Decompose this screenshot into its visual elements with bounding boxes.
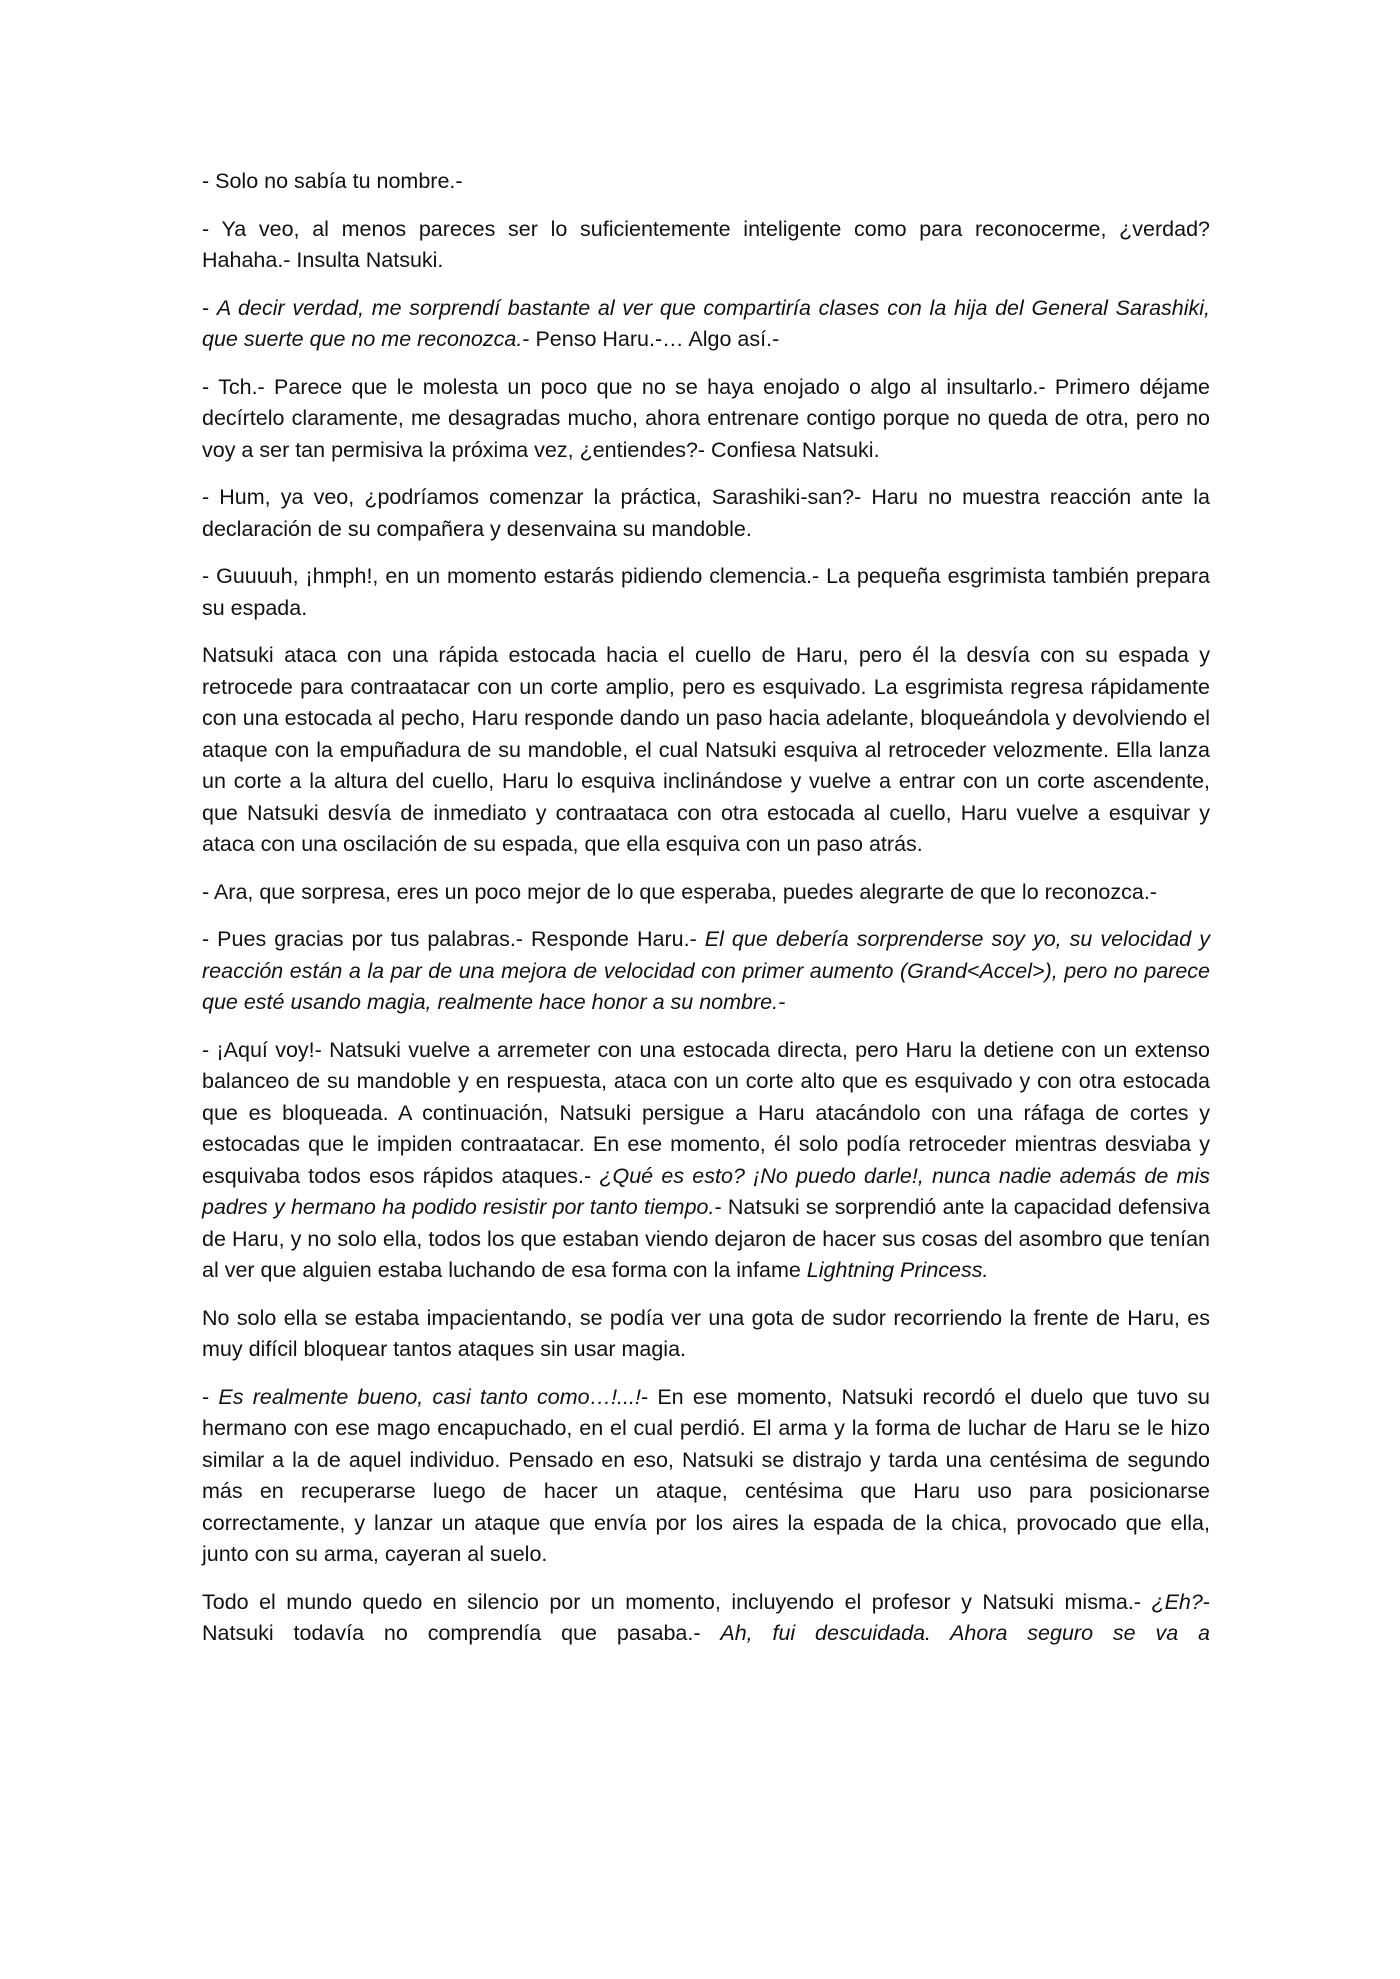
paragraph-2 bbox=[202, 214, 1210, 277]
paragraph-9 bbox=[202, 924, 1210, 1019]
text-segment: - Penso Haru.-… Algo así.- bbox=[522, 327, 780, 351]
text-segment: No solo ella se estaba impacientando, se podía ver una gota de sudor recorriendo la frente de Haru, es muy difícil bloquear tantos ataques sin usar magia. bbox=[202, 1305, 1210, 1361]
italic-thought: El que debería sorprenderse soy yo, su velocidad y reacción están a la par de una mejora de velocidad con primer aumento (Grand<Accel>), pero no parece que esté usando magia, realmente hace honor a su nombre.- bbox=[202, 927, 1210, 1014]
text-segment: Todo el mundo quedo en silencio por un momento, incluyendo el profesor y Natsuki misma.- bbox=[202, 1589, 1152, 1614]
paragraph-12 bbox=[202, 1382, 1210, 1571]
text-segment: - Natsuki se sorprendió ante la capacidad defensiva de Haru, y no solo ella, todos los que estaban viendo dejaron de hacer sus cosas del asombro que tenían al ver que alguien estaba luchando de esa forma con la infame bbox=[202, 1195, 1211, 1282]
italic-thought: ¿Qué es esto? ¡No puedo darle!, nunca nadie además de mis padres y hermano ha podido resistir por tanto tiempo. bbox=[202, 1163, 1210, 1219]
text-segment: - Pues gracias por tus palabras.- Responde Haru.- bbox=[202, 927, 705, 951]
paragraph-10 bbox=[202, 1035, 1210, 1287]
text-segment: - Solo no sabía tu nombre.- bbox=[202, 169, 463, 193]
text-segment: - Natsuki todavía no comprendía que pasaba.- bbox=[202, 1589, 1210, 1645]
paragraph-8 bbox=[202, 877, 1210, 909]
paragraph-5 bbox=[202, 482, 1210, 545]
italic-thought: Ah, fui descuidada. Ahora seguro se va a bbox=[720, 1621, 1210, 1645]
paragraph-1 bbox=[202, 166, 1210, 198]
text-segment: - Ara, que sorpresa, eres un poco mejor de lo que esperaba, puedes alegrarte de que lo reconozca.- bbox=[202, 879, 1157, 904]
text-segment: - Ya veo, al menos pareces ser lo suficientemente inteligente como para reconocerme, ¿verdad? Hahaha.- Insulta Natsuki. bbox=[202, 216, 1210, 272]
text-segment: - En ese momento, Natsuki recordó el duelo que tuvo su hermano con ese mago encapuchado, en el cual perdió. El arma y la forma de luchar de Haru se le hizo similar a la de aquel individuo. Pensado en eso, Natsuki se distrajo y tarda una centésima de segundo más en recuperarse luego de hacer un ataque, centésima que Haru uso para posicionarse correctamente, y lanzar un ataque que envía por los aires la espada de la chica, provocado que ella, junto con su arma, cayeran al suelo. bbox=[202, 1384, 1210, 1566]
paragraph-3 bbox=[202, 293, 1210, 356]
text-segment: - bbox=[202, 295, 217, 320]
italic-thought: ¿Eh? bbox=[1151, 1589, 1203, 1614]
document-page bbox=[202, 166, 1210, 1666]
italic-thought: A decir verdad, me sorprendí bastante al ver que compartiría clases con la hija del General Sarashiki, que suerte que no me reconozca. bbox=[202, 295, 1211, 351]
text-segment: - ¡Aquí voy!- Natsuki vuelve a arremeter con una estocada directa, pero Haru la detiene con un extenso balanceo de su mandoble y en respuesta, ataca con un corte alto que es esquivado y con otra estocada que es bloqueada. A continuación, Natsuki persigue a Haru atacándolo con una ráfaga de cortes y estocadas que le impiden contraatacar. En ese momento, él solo podía retroceder mientras desviaba y esquivaba todos esos rápidos ataques.- bbox=[202, 1037, 1210, 1188]
paragraph-11 bbox=[202, 1303, 1210, 1366]
italic-title: Lightning Princess. bbox=[806, 1258, 989, 1282]
text-segment: - Guuuuh, ¡hmph!, en un momento estarás pidiendo clemencia.- La pequeña esgrimista también prepara su espada. bbox=[202, 564, 1210, 620]
text-segment: - Tch.- Parece que le molesta un poco que no se haya enojado o algo al insultarlo.- Primero déjame decírtelo claramente, me desagradas mucho, ahora entrenare contigo porque no queda de otra, pero no voy a ser tan permisiva la próxima vez, ¿entiendes?- Confiesa Natsuki. bbox=[202, 374, 1210, 462]
paragraph-13 bbox=[202, 1587, 1210, 1650]
paragraph-6 bbox=[202, 561, 1210, 624]
italic-thought: Es realmente bueno, casi tanto como…!...! bbox=[218, 1384, 641, 1409]
text-segment: - bbox=[202, 1384, 219, 1409]
paragraph-7 bbox=[202, 640, 1210, 861]
text-segment: - Hum, ya veo, ¿podríamos comenzar la práctica, Sarashiki-san?- Haru no muestra reacción ante la declaración de su compañera y desenvaina su mandoble. bbox=[202, 485, 1210, 541]
paragraph-4 bbox=[202, 372, 1210, 467]
text-segment: Natsuki ataca con una rápida estocada hacia el cuello de Haru, pero él la desvía con su espada y retrocede para contraatacar con un corte amplio, pero es esquivado. La esgrimista regresa rápidamente con una estocada al pecho, Haru responde dando un paso hacia adelante, bloqueándola y devolviendo el ataque con la empuñadura de su mandoble, el cual Natsuki esquiva al retroceder velozmente. Ella lanza un corte a la altura del cuello, Haru lo esquiva inclinándose y vuelve a entrar con un corte ascendente, que Natsuki desvía de inmediato y contraataca con otra estocada al cuello, Haru vuelve a esquivar y ataca con una oscilación de su espada, que ella esquiva con un paso atrás. bbox=[202, 643, 1210, 856]
